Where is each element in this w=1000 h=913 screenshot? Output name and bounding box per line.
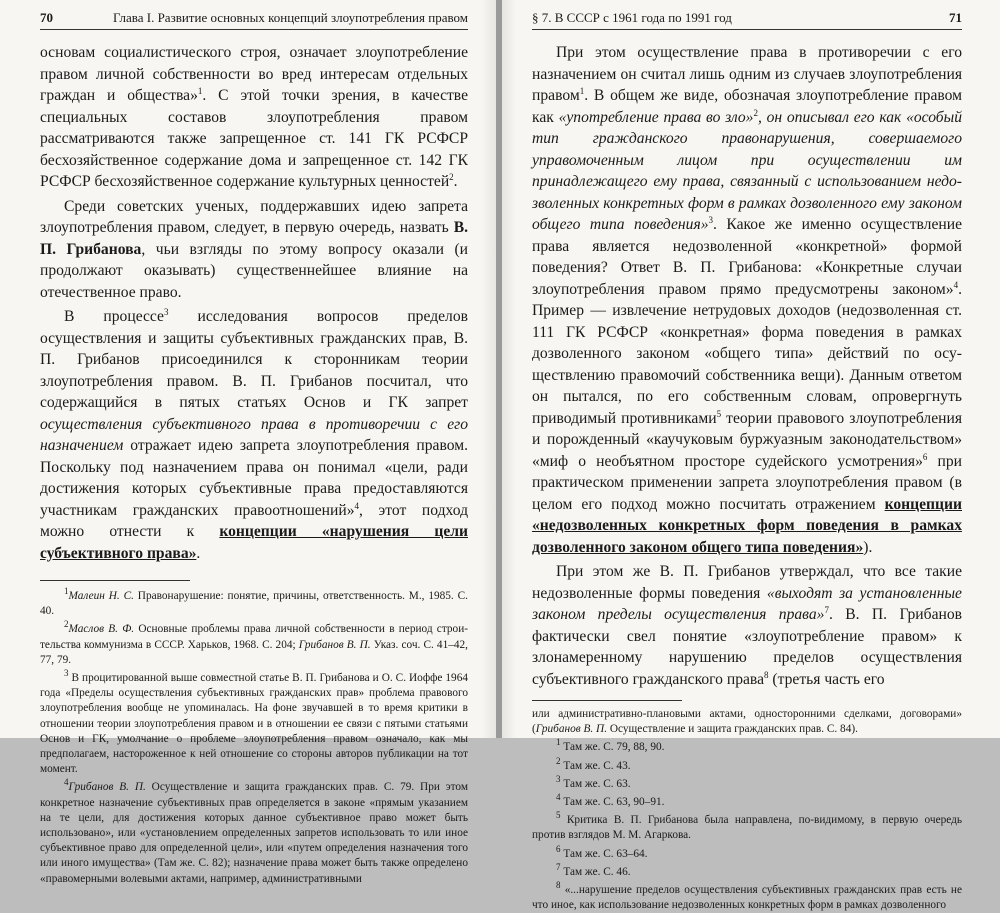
footnote: $^3$ Там же. С. 63. <box>556 774 631 790</box>
left-paragraph-1: основам социалистического строя, означает злоупотребление правом личной собственности во вред интересам отдельных граждан и общества»$^1$. С этой точки зрения, в качестве специальных составов злоупотребления правом рассматриваются также запрещенное ст. 141 ГК РСФСР бесхозяйственное содержание дома и запрещенное ст. 142 ГК РСФСР бесхозяйственное содержание культурных ценностей$^2$. <box>40 44 468 190</box>
left-page-number: 70 <box>40 10 53 25</box>
left-paragraph-2: Среди советских ученых, поддержавших идею запрета злоупотребления правом, следует, в первую очередь, назвать В. П. Грибанова, чьи взгляды по этому вопросу оказали (и продолжают оказывать) существеннейшее влияние на отечественное право. <box>40 197 469 301</box>
footnote: $^5$ Критика В. П. Грибанова была направлена, по-видимому, в первую очередь против взглядов М. М. Агаркова. <box>532 810 962 842</box>
right-footnotes <box>532 707 962 913</box>
footnote: $^4$ Там же. С. 63, 90–91. <box>556 792 665 809</box>
footnote: $^3$ В процитированной выше совместной статье В. П. Грибанова и О. С. Иоффе 1964 года «Пределы осуществления субъективных гражданских прав» проблема правового злоупотребления вообще не упоминалась. На фоне звучавшей в то время критики в отношении теории злоупотребления правом и в отношении ее связи с пятыми статьями Основ и ГК, умолчание о проблеме злоупотребления правом означало, как мы предполагаем, настороженное к ней отношение со стороны авторов публикации на тот момент. <box>40 668 468 776</box>
footnote: $^1$ Там же. С. 79, 88, 90. <box>556 737 665 754</box>
left-page <box>0 0 496 885</box>
footnote: $^8$ «...нарушение пределов осуществления субъективных гражданских прав есть не что иное, как использование недозволенных конкретных форм в рамках дозволенного <box>532 880 962 912</box>
footnote-continuation: или административно-плановыми актами, односторонними сделками, договорами» (Грибанов В. П. Осуществление и защита гражданских прав. С. 84). <box>532 708 962 736</box>
left-paragraph-3: В процессе$^3$ исследования вопросов пределов осуществления и защиты субъективных гражданских прав, В. П. Грибанов присоединился к сторонникам теории злоупотребления правом. В. П. Грибанов посчитал, что содержащийся в пятых статьях Основ и ГК запрет осуществления субъективного права в противоречии с его назначением отражает идею запрета злоупотребления правом. Поскольку под назначением права он понимал «цели, ради достижения которых субъективные права предоставляются участникам гражданских правоотношений»$^4$, этот подход можно отнести к концепции «нарушения цели субъективного права». <box>40 306 468 562</box>
footnote: $^1$Малеин Н. С. Правонарушение: понятие, причины, ответственность. М., 1985. С. 40. <box>40 586 468 618</box>
right-body-text <box>532 42 962 690</box>
footnote: $^2$ Там же. С. 43. <box>556 755 631 772</box>
right-page <box>502 0 1000 912</box>
left-footnotes <box>40 586 469 887</box>
right-paragraph-1: При этом осуществление права в противоречии с его назначением он считал лишь одним из случаев злоупотребления правом$^1$. В общем же виде, обозначая злоупотребление правом как «употребление права во зло»$^2$, он описывал его как «особый тип гражданского правонарушения, совершаемого управомоченным лицом при осуществлении им принадлежащего ему права, связанный с использованием недозволенных конкретных форм в рамках дозволенного ему законом общего типа поведения»$^3$. Какое же именно осуществление права является недозволенной «конкретной» формой поведения? Ответ В. П. Грибанова: «Конкретные случаи злоупотребления правом прямо предусмотрены законом»$^4$. Пример — извлечение нетрудовых доходов (недозволенная ст. 111 ГК РСФСР «конкретная» форма поведения в рамках дозволенного законом «общего типа» действий по осуществлению правомочий собственника вещи). Данным ответом он пытался, по его собственным словам, опровергнуть приводимый противниками$^5$ теории правового злоупотребления и порожденный «каучуковым буржуазным законодательством» «миф о необъятном просторе судейского усмотрения»$^6$ при практическом применении запрета злоупотребления правом (в целом его подход можно посчитать отражением концепции «недозволенных конкретных форм поведения в рамках дозволенного законом общего типа поведения»). <box>532 44 963 556</box>
footnote: $^6$ Там же. С. 63–64. <box>556 843 648 860</box>
footnote: $^4$Грибанов В. П. Осуществление и защита гражданских прав. С. 79. При этом конкретное назначение субъективных прав определяется в законе «прямым указанием на те цели, для достижения которых данное субъективное право может быть использовано», или «установлением определенных запретов использовать то или иное субъективное право для определенной цели», или «путем определения назначения того или иного имущества» (Там же. С. 82); назначение права может быть также определено «правомерными волевыми актами, например, административными <box>40 777 468 885</box>
left-footnote-divider <box>40 580 190 581</box>
footnote: $^7$ Там же. С. 46. <box>556 862 631 878</box>
left-body-text <box>40 42 468 564</box>
right-running-head: § 7. В СССР с 1961 года по 1991 год <box>532 10 732 25</box>
footnote: $^2$Маслов В. Ф. Основные проблемы права личной собственности в период строительства коммунизма в СССР. Харьков, 1968. С. 204; Грибанов В. П. Указ. соч. С. 41–42, 77, 79. <box>40 619 469 666</box>
left-running-header <box>40 10 468 30</box>
left-running-head: Глава I. Развитие основных концепций злоупотребления правом <box>112 10 468 25</box>
right-page-number: 71 <box>949 10 962 25</box>
right-running-header <box>532 10 962 30</box>
right-footnote-divider <box>532 700 682 701</box>
right-paragraph-2: При этом же В. П. Грибанов утверждал, что все такие недозволенные формы поведения «выходят за установленные законом пределы осуществления права»$^7$. В. П. Грибанов фактически свел понятие «злоупотребление правом» к злонамеренному нарушению пределов осуществления субъективного гражданского права$^8$ (третья часть его <box>532 563 962 688</box>
